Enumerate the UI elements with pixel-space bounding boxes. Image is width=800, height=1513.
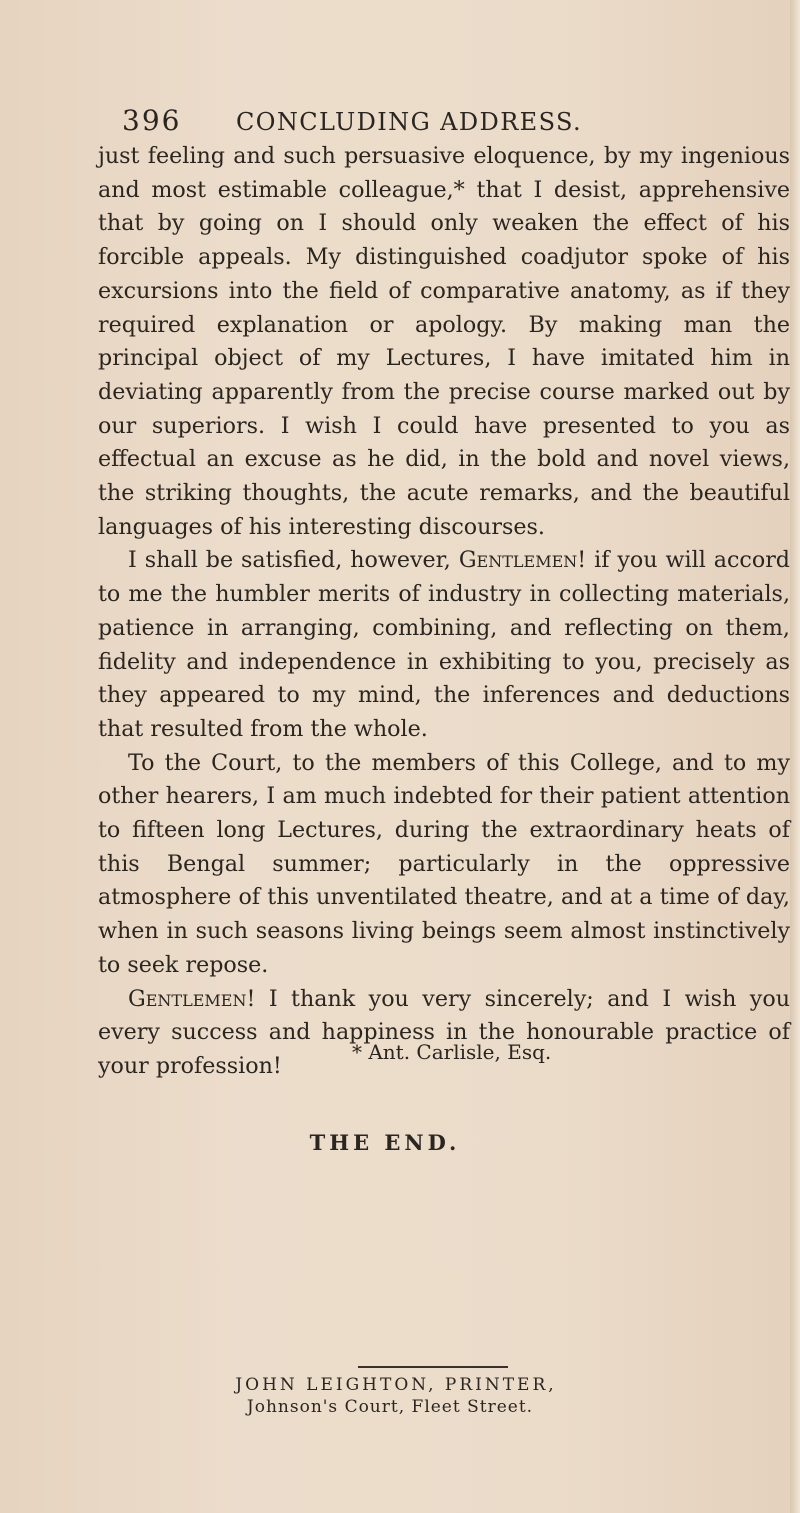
imprint-rule	[358, 1366, 508, 1368]
paragraph-1-text: just feeling and such persuasive eloquence, by my ingenious and most estimable colleague,* that I desist, apprehensive that by going on I should only weaken the effect of his forcible appeals. My distinguished coadjutor spoke of his excursions into the field of comparative anatomy, as if they required explanation or apology. By making man the principal object of my Lectures, I have imitated him in deviating apparently from the precise course marked out by our superiors. I wish I could have presented to you as effectual an excuse as he did, in the bold and novel views, the striking thoughts, the acute remarks, and the beautiful languages of his interesting discourses.	[98, 143, 790, 540]
printer-address: Johnson's Court, Fleet Street.	[246, 1397, 534, 1417]
paragraph-3-text: To the Court, to the members of this College, and to my other hearers, I am much indebted for their patient attention to fifteen long Lectures, during the extraordinary heats of this Bengal summer; particularly in the oppressive atmosphere of this unventilated theatre, and at a time of day, when in such seasons living beings seem almost instinctively to seek repose.	[98, 749, 790, 978]
paragraph-2-text: ! if you will accord to me the humbler merits of industry in collecting materials, patience in arranging, combining, and reflecting on them, fidelity and independence in exhibiting to you, precisely as they appeared to my mind, the inferences and deductions that resulted from the whole.	[98, 547, 791, 742]
paragraph-1	[98, 140, 790, 544]
paragraph-3	[98, 747, 790, 983]
body-text	[98, 140, 790, 1084]
printer-name: JOHN LEIGHTON, PRINTER,	[235, 1375, 557, 1395]
running-title: CONCLUDING ADDRESS.	[236, 108, 583, 136]
the-end-heading: THE END.	[309, 1130, 461, 1155]
footnote: * Ant. Carlisle, Esq.	[352, 1040, 552, 1064]
address-gentlemen-closing: Gentlemen	[128, 985, 247, 1012]
page-number: 396	[122, 104, 182, 137]
paragraph-2	[98, 544, 790, 746]
running-header	[0, 104, 800, 144]
paragraph-2-lead: I shall be satisfied, however,	[128, 547, 459, 574]
address-gentlemen: Gentlemen	[458, 547, 578, 574]
printer-imprint	[0, 1375, 800, 1417]
paragraph-4-text: ! I thank you very sincerely; and I wish you every success and happiness in the honourable practice of your profession!	[98, 985, 790, 1079]
page-edge	[790, 0, 800, 1513]
paragraph-4	[98, 983, 790, 1084]
